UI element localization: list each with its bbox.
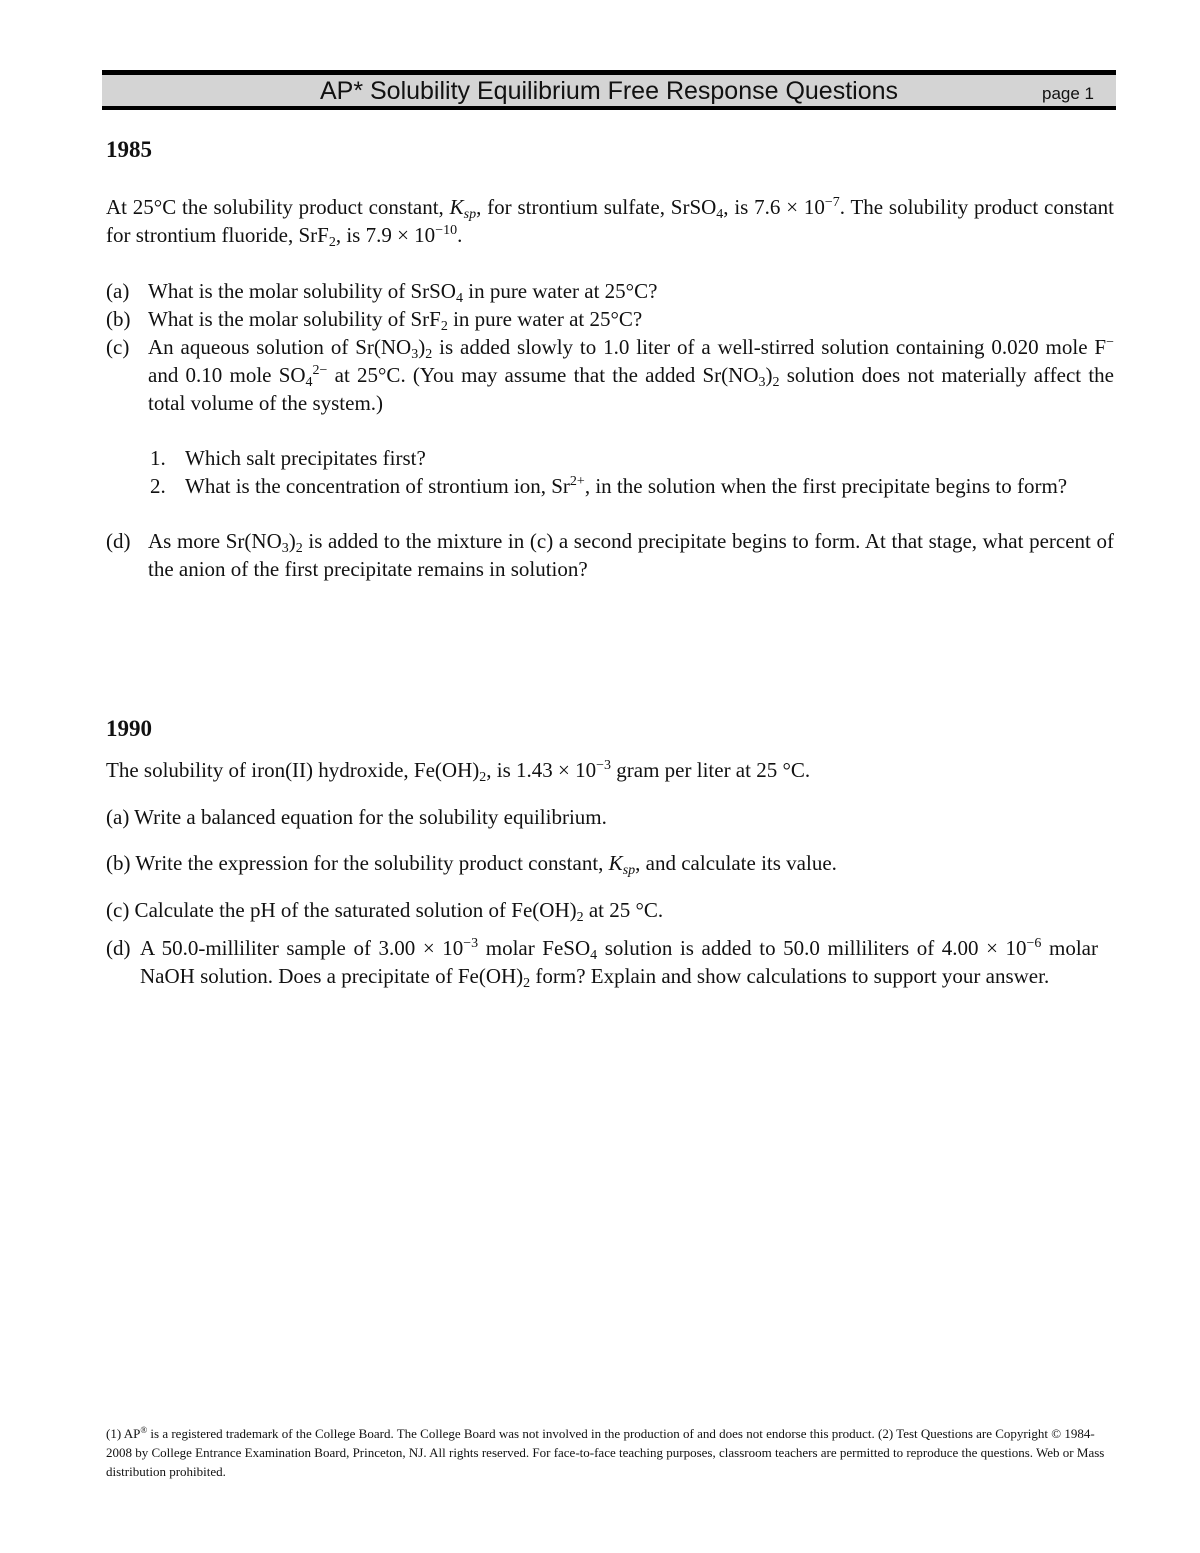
- q1985-d-label: (d): [106, 529, 131, 553]
- q1985-c-label: (c): [106, 335, 130, 359]
- q1990-c-text: (c) Calculate the pH of the saturated solution of $Fe(OH)_2$ at 25 °C.: [106, 898, 664, 925]
- q1985-a-label: (a): [106, 279, 130, 303]
- q1985-d-text: As more $Sr(NO_3)_2$ is added to the mixture in (c) a second precipitate begins to form. At that stage, what percent of the anion of the first precipitate remains in solution?: [148, 529, 1114, 581]
- q1985-c2-text: What is the concentration of strontium ion, $Sr^{2+}$, in the solution when the first precipitate begins to form?: [185, 474, 1068, 498]
- q1990-d-label: (d): [106, 936, 131, 960]
- q1985-c1-text: Which salt precipitates first?: [185, 446, 426, 470]
- q1985-c1-label: 1.: [150, 446, 166, 470]
- page-header: [102, 70, 1116, 110]
- q1990-intro: The solubility of iron(II) hydroxide, $Fe(OH)_2$, is $1.43 \times 10^{-3}$ gram per liter at 25 °C.: [106, 758, 811, 785]
- q1985-c-text: An aqueous solution of $Sr(NO_3)_2$ is added slowly to 1.0 liter of a well-stirred solution containing 0.020 mole F− and 0.10 mole $SO_4^{2-}$ at 25°C. (You may assume that the added $Sr(NO_3)_2$ solution does not materially affect the total volume of the system.): [148, 335, 1114, 415]
- q1990-d-text: A 50.0-milliliter sample of $3.00 \times 10^{-3}$ molar FeSO$_4$ solution is added to 50.0 milliliters of $4.00 \times 10^{-6}$ molar NaOH solution. Does a precipitate of $Fe(OH)_2$ form? Explain and show calculations to support your answer.: [140, 936, 1098, 991]
- document-title: AP* Solubility Equilibrium Free Response Questions: [319, 77, 899, 105]
- q1990-b-text: (b) Write the expression for the solubility product constant, $K_{sp}$, and calculate its value.: [106, 851, 837, 878]
- year-1985-heading: 1985: [106, 137, 152, 162]
- copyright-footer: (1) AP® is a registered trademark of the College Board. The College Board was not involved in the production of and does not endorse this product. (2) Test Questions are Copyright © 1984-2008 by College Entrance Examination Board, Princeton, NJ. All rights reserved. For face-to-face teaching purposes, classroom teachers are permitted to reproduce the questions. Web or Mass distribution prohibited.: [106, 1425, 1105, 1479]
- q1985-intro: At 25°C the solubility product constant, $K_{sp}$, for strontium sulfate, SrSO$_4$, is $7.6 \times 10^{-7}$. The solubility product constant for strontium fluoride, SrF$_2$, is $7.9 \times 10^{-10}$.: [106, 195, 1114, 250]
- q1985-a-text: What is the molar solubility of SrSO$_4$ in pure water at 25°C?: [148, 279, 658, 306]
- page-number: page 1: [1042, 84, 1094, 103]
- q1985-c2-label: 2.: [150, 474, 166, 498]
- q1985-b-text: What is the molar solubility of SrF$_2$ in pure water at 25°C?: [148, 307, 643, 334]
- year-1990-heading: 1990: [106, 716, 152, 741]
- q1985-b-label: (b): [106, 307, 131, 331]
- q1990-a-text: (a) Write a balanced equation for the solubility equilibrium.: [106, 805, 607, 829]
